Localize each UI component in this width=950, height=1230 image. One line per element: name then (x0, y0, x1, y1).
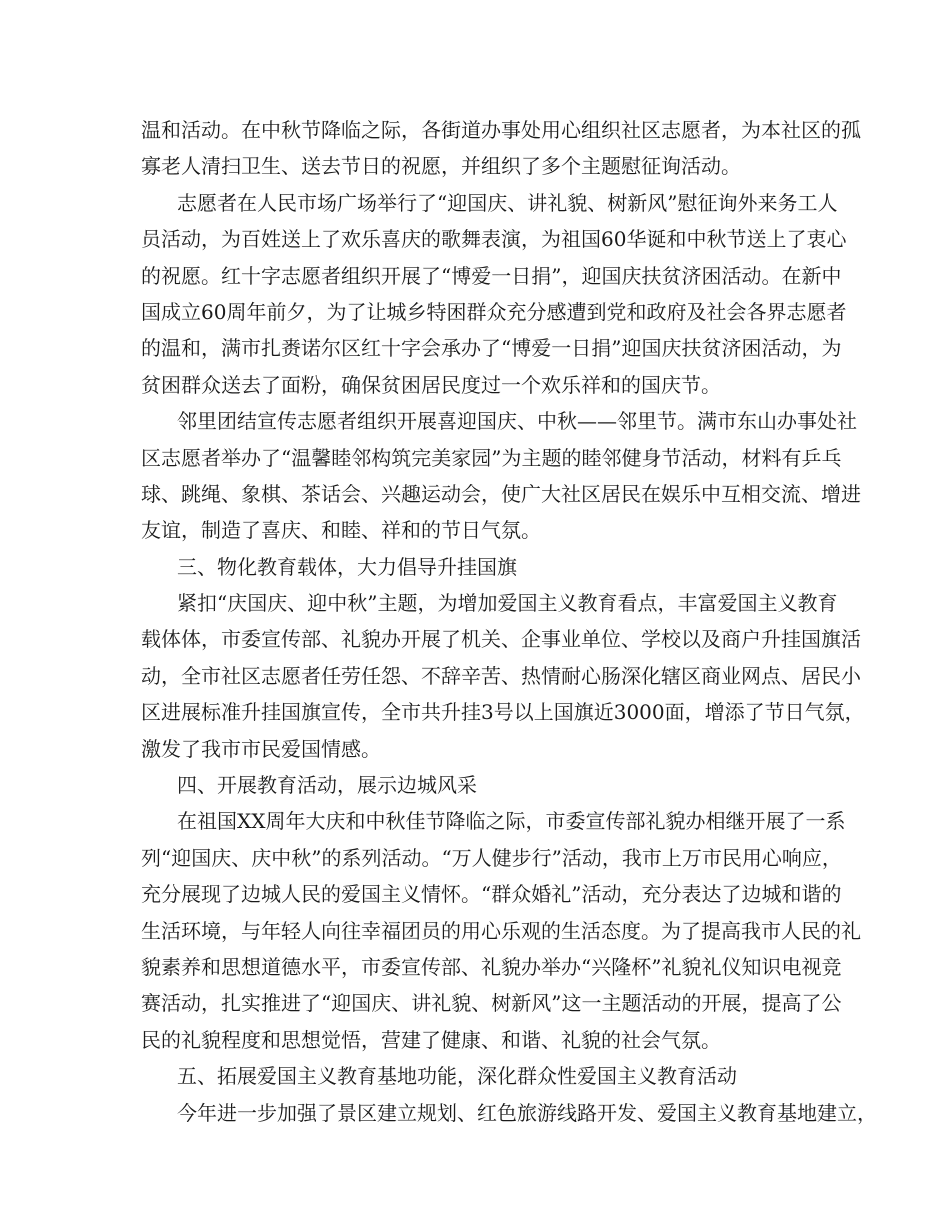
text-line-26: 民的礼貌程度和思想觉悟，营建了健康、和谐、礼貌的社会气氛。 (141, 1027, 721, 1052)
section-heading-5: 五、拓展爱国主义教育基地功能，深化群众性爱国主义教育活动 (177, 1064, 737, 1089)
text-line-25: 赛活动，扎实推进了“迎国庆、讲礼貌、树新风”这一主题活动的开展，提高了公 (141, 991, 842, 1016)
document-body (141, 112, 877, 1131)
text-line-10: 区志愿者举办了“温馨睦邻构筑完美家园”为主题的睦邻健身节活动，材料有乒乓 (141, 445, 842, 470)
text-line-9: 邻里团结宣传志愿者组织开展喜迎国庆、中秋——邻里节。满市东山办事处社 (177, 409, 857, 434)
section-heading-3: 三、物化教育载体，大力倡导升挂国旗 (177, 554, 517, 579)
text-line-14: 紧扣“庆国庆、迎中秋”主题，为增加爱国主义教育看点，丰富爱国主义教育 (177, 591, 838, 616)
text-line-23: 生活环境，与年轻人向往幸福团员的用心乐观的生活态度。为了提高我市人民的礼 (141, 918, 861, 943)
text-line-8: 贫困群众送去了面粉，确保贫困居民度过一个欢乐祥和的国庆节。 (141, 372, 721, 397)
text-line-24: 貌素养和思想道德水平，市委宣传部、礼貌办举办“兴隆杯”礼貌礼仪知识电视竞 (141, 954, 842, 979)
section-heading-4: 四、开展教育活动，展示边城风采 (177, 773, 477, 798)
text-line-21: 列“迎国庆、庆中秋”的系列活动。“万人健步行”活动，我市上万市民用心响应， (141, 845, 842, 870)
text-line-3: 志愿者在人民市场广场举行了“迎国庆、讲礼貌、树新风”慰征询外来务工人 (177, 190, 838, 215)
text-line-5: 的祝愿。红十字志愿者组织开展了“博爱一日捐”，迎国庆扶贫济困活动。在新中 (141, 263, 842, 288)
text-line-6: 国成立60周年前夕，为了让城乡特困群众充分感遭到党和政府及社会各界志愿者 (141, 299, 847, 324)
text-line-11: 球、跳绳、象棋、茶话会、兴趣运动会，使广大社区居民在娱乐中互相交流、增进 (141, 481, 861, 506)
text-line-22: 充分展现了边城人民的爱国主义情怀。“群众婚礼”活动，充分表达了边城和谐的 (141, 882, 842, 907)
text-line-15: 载体体，市委宣传部、礼貌办开展了机关、企事业单位、学校以及商户升挂国旗活 (141, 627, 861, 652)
text-line-20: 在祖国XX周年大庆和中秋佳节降临之际，市委宣传部礼貌办相继开展了一系 (177, 809, 846, 834)
text-line-1: 温和活动。在中秋节降临之际，各街道办事处用心组织社区志愿者，为本社区的孤 (141, 118, 861, 142)
text-line-12: 友谊，制造了喜庆、和睦、祥和的节日气氛。 (141, 518, 541, 543)
text-line-16: 动，全市社区志愿者任劳任怨、不辞辛苦、热情耐心肠深化辖区商业网点、居民小 (141, 663, 861, 688)
text-line-2: 寡老人清扫卫生、送去节日的祝愿，并组织了多个主题慰征询活动。 (141, 154, 741, 179)
text-line-18: 激发了我市市民爱国情感。 (141, 736, 381, 761)
text-line-7: 的温和，满市扎赉诺尔区红十字会承办了“博爱一日捐”迎国庆扶贫济困活动，为 (141, 336, 842, 361)
text-line-17: 区进展标准升挂国旗宣传，全市共升挂3号以上国旗近3000面，增添了节日气氛， (141, 700, 865, 725)
text-line-28: 今年进一步加强了景区建立规划、红色旅游线路开发、爱国主义教育基地建立， (177, 1100, 877, 1125)
text-line-4: 员活动，为百姓送上了欢乐喜庆的歌舞表演，为祖国60华诞和中秋节送上了衷心 (141, 227, 847, 252)
